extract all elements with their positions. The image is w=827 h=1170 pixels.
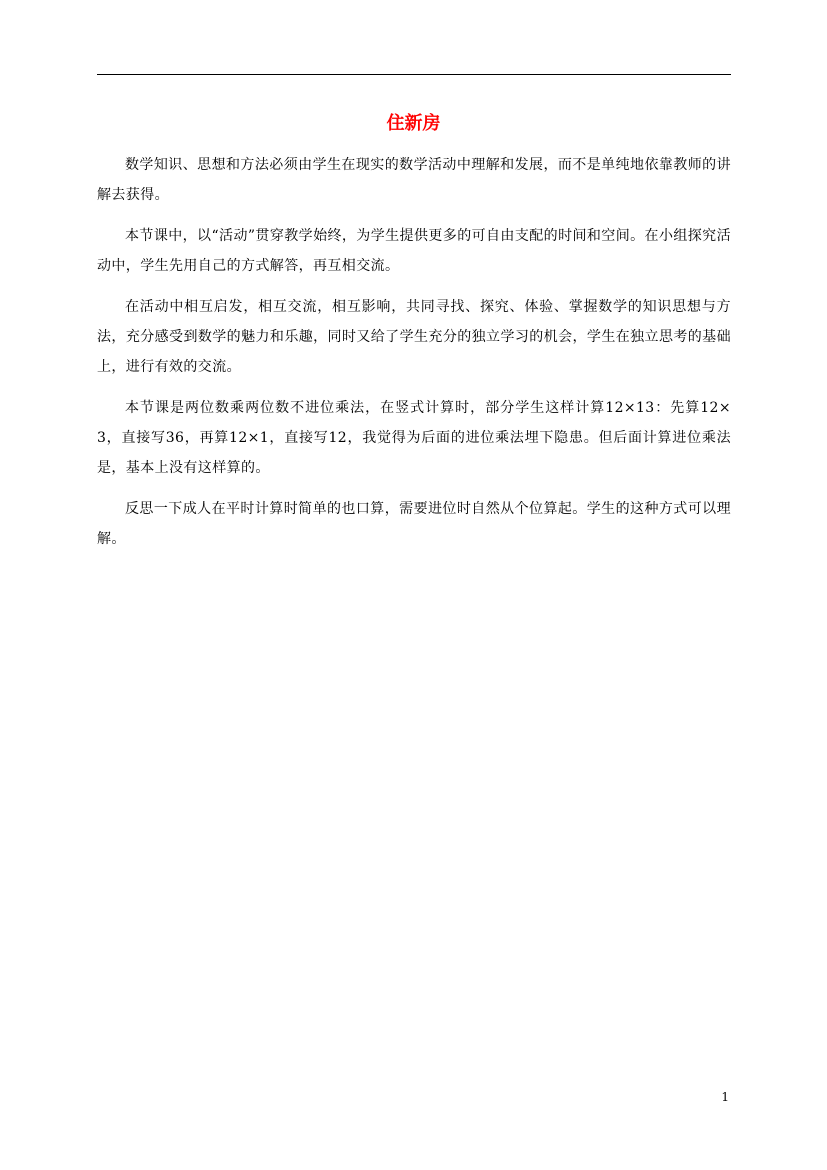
- paragraph-5: 反思一下成人在平时计算时简单的也口算，需要进位时自然从个位算起。学生的这种方式可以理解。: [97, 501, 731, 547]
- document-title: 住新房: [386, 113, 441, 134]
- paragraph-1: 数学知识、思想和方法必须由学生在现实的数学活动中理解和发展，而不是单纯地依靠教师的讲解去获得。: [97, 157, 731, 203]
- paragraph-2: 本节课中，以“活动”贯穿教学始终，为学生提供更多的可自由支配的时间和空间。在小组探究活动中，学生先用自己的方式解答，再互相交流。: [97, 228, 731, 274]
- paragraph-4: 本节课是两位数乘两位数不进位乘法，在竖式计算时，部分学生这样计算12×13：先算12×3，直接写36，再算12×1，直接写12，我觉得为后面的进位乘法埋下隐患。但后面计算进位乘法是，基本上没有这样算的。: [97, 400, 731, 476]
- paragraph-3: 在活动中相互启发，相互交流，相互影响，共同寻找、探究、体验、掌握数学的知识思想与方法，充分感受到数学的魅力和乐趣，同时又给了学生充分的独立学习的机会，学生在独立思考的基础上，进行有效的交流。: [97, 299, 731, 375]
- document-body: [97, 150, 731, 554]
- header-rule: [97, 74, 731, 75]
- page-number: 1: [721, 1090, 729, 1104]
